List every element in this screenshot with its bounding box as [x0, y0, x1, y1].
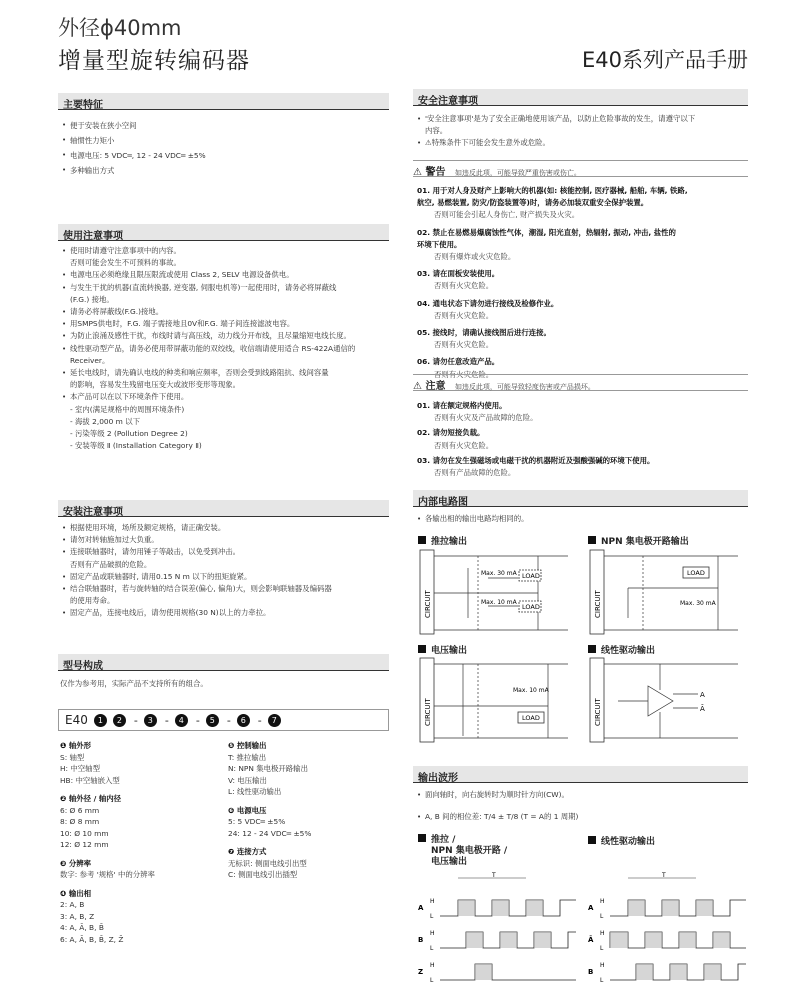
- numbered-item: [417, 298, 747, 322]
- output-abar-label: Ā: [700, 705, 705, 713]
- low-label: L: [600, 945, 604, 952]
- pulse-fill: [679, 932, 696, 948]
- code-number-badge: 2: [113, 714, 126, 727]
- usage-item: • 延长电线时，请先确认电线的种类和响应频率，否则会受到线路阻抗、线间容量: [62, 367, 392, 379]
- usage-item: • 为防止浪涌及感性干扰，布线时请与高压线，动力线分开布线，且尽量缩短电线长度。: [62, 330, 392, 342]
- code-number-badge: 1: [94, 714, 107, 727]
- high-label: H: [600, 930, 605, 937]
- code-dash: -: [164, 714, 169, 727]
- low-label: L: [600, 977, 604, 984]
- max30-label: Max. 30 mA: [481, 570, 517, 577]
- voltage-circuit-diagram: [418, 656, 576, 746]
- option-heading: ❺ 控制输出: [228, 741, 267, 750]
- waveform-notes: [417, 789, 747, 823]
- item-note: 否则有火灾危险。: [434, 369, 494, 379]
- usage-item: - 海拔 2,000 m 以下: [70, 416, 140, 426]
- waveform-title-linedriver: 线性驱动输出: [588, 834, 655, 847]
- model-prefix: E40: [65, 713, 88, 727]
- option-group: [228, 846, 388, 881]
- title-line2: 增量型旋转编码器: [58, 48, 250, 74]
- option-line: 数字: 参考 '规格' 中的分辨率: [60, 870, 155, 879]
- diagram-title-linedriver: 线性驱动输出: [588, 643, 655, 656]
- npn-circuit-diagram: [588, 548, 746, 638]
- feature-item: • 轴惯性力矩小: [62, 133, 206, 148]
- option-line: T: 推拉输出: [228, 752, 267, 762]
- usage-item: - 室内(满足规格中的周围环境条件): [70, 404, 185, 414]
- numbered-item: [417, 327, 747, 351]
- caution-label: 注意: [425, 381, 446, 392]
- option-line: 12: Ø 12 mm: [60, 840, 109, 849]
- usage-item: Receiver。: [70, 355, 110, 365]
- usage-item: - 污染等级 2 (Pollution Degree 2): [70, 429, 188, 439]
- usage-item: • 线性驱动型产品，请务必使用带屏蔽功能的双绞线，收信端请使用适合 RS-422A通信的: [62, 343, 392, 355]
- square-bullet-icon: [588, 645, 596, 653]
- code-dash: -: [226, 714, 231, 727]
- usage-item: (F.G.) 接地。: [70, 294, 114, 304]
- option-line: 8: Ø 8 mm: [60, 817, 100, 826]
- diagram-title-npn: NPN 集电极开路输出: [588, 534, 689, 547]
- model-options-left: [60, 740, 220, 952]
- item-note: 否则有火灾危险。: [434, 281, 494, 291]
- option-group: [228, 805, 388, 840]
- load-label-2: LOAD: [522, 603, 540, 611]
- option-heading: ❼ 连接方式: [228, 847, 267, 856]
- period-label: T: [662, 872, 666, 879]
- waveform-title-pushpull: [418, 834, 507, 868]
- item-heading: 环境下使用。: [417, 239, 462, 249]
- option-line: 6: Ø 6 mm: [60, 805, 100, 815]
- install-item: • 根据使用环境，场所及额定规格，请正确安装。: [62, 522, 392, 534]
- code-number-badge: 7: [268, 714, 281, 727]
- signal-label: B: [588, 968, 594, 976]
- safety-intro: [417, 113, 747, 150]
- warning-note: 如违反此项，可能导致严重伤害或伤亡。: [454, 169, 581, 177]
- item-heading: 03. 请勿在发生强磁场或电磁干扰的机器附近及强酸强碱的环境下使用。: [417, 455, 655, 465]
- pushpull-circuit-diagram: [418, 548, 576, 638]
- code-number-badge: 3: [144, 714, 157, 727]
- option-group: [60, 793, 220, 851]
- features-list: [62, 118, 206, 178]
- option-group: [60, 740, 220, 786]
- safety-intro-item: • '安全注意事项'是为了安全正确地使用该产品，以防止危险事故的发生，请遵守以下: [417, 113, 747, 125]
- usage-item: • 使用时请遵守注意事项中的内容。: [62, 245, 392, 257]
- pulse-fill: [475, 964, 492, 980]
- warning-box: [413, 160, 748, 177]
- waveform-linedriver: [588, 872, 748, 988]
- pulse-fill: [466, 932, 483, 948]
- pulse-fill: [492, 900, 509, 916]
- option-line: 4: A, Ā, B, B̄: [60, 923, 104, 932]
- option-line: 10: Ø 10 mm: [60, 828, 109, 838]
- numbered-item: [417, 400, 747, 424]
- item-note: 否则有火灾危险。: [434, 340, 494, 350]
- warning-list: [417, 185, 747, 386]
- low-label: L: [600, 913, 604, 920]
- option-line: V: 电压输出: [228, 775, 267, 785]
- output-a-label: A: [700, 691, 705, 699]
- option-line: S: 轴型: [60, 752, 85, 762]
- code-number-badge: 6: [237, 714, 250, 727]
- square-bullet-icon: [588, 836, 596, 844]
- safety-intro-item: • ⚠特殊条件下可能会发生意外或危险。: [417, 137, 747, 149]
- item-note: 否则有爆炸或火灾危险。: [434, 252, 516, 262]
- diagram-title-pushpull: 推拉输出: [418, 534, 467, 547]
- circuit-header: 内部电路图: [413, 490, 748, 507]
- square-bullet-icon: [418, 834, 426, 842]
- usage-list: [62, 245, 392, 452]
- high-label: H: [600, 962, 605, 969]
- pulse-fill: [628, 900, 645, 916]
- high-label: H: [430, 898, 435, 905]
- numbered-item: [417, 427, 747, 451]
- install-item: 否则有产品破损的危险。: [70, 559, 152, 569]
- item-note: 否则有火灾及产品故障的危险。: [434, 413, 538, 423]
- model-note: 仅作为参考用，实际产品不支持所有的组合。: [60, 679, 208, 688]
- usage-item: 否则可能会发生不可预料的事故。: [70, 258, 181, 268]
- waveform-header: 输出波形: [413, 766, 748, 783]
- install-item: 的使用寿命。: [70, 596, 115, 606]
- option-heading: ❷ 轴外径 / 轴内径: [60, 794, 122, 803]
- signal-label: Ā: [588, 936, 594, 944]
- feature-item: • 多种输出方式: [62, 163, 206, 178]
- caution-box: [413, 374, 748, 391]
- caution-icon: ⚠: [413, 381, 422, 392]
- install-list: [62, 522, 392, 620]
- features-header: 主要特征: [58, 93, 389, 110]
- option-line: N: NPN 集电极开路输出: [228, 764, 308, 773]
- option-line: 3: A, B, Z: [60, 911, 95, 921]
- option-heading: ❻ 电源电压: [228, 805, 267, 815]
- manual-title: E40系列产品手册: [582, 48, 748, 72]
- low-label: L: [430, 977, 434, 984]
- numbered-item: [417, 455, 747, 479]
- circuit-label: CIRCUIT: [424, 590, 432, 618]
- high-label: H: [600, 898, 605, 905]
- usage-item: - 安装等级 Ⅱ (Installation Category Ⅱ): [70, 441, 202, 451]
- numbered-item: [417, 227, 747, 264]
- pulse-fill: [713, 932, 730, 948]
- warning-label: 警告: [425, 167, 446, 178]
- option-line: 无标识: 侧面电线引出型: [228, 858, 307, 868]
- code-dash: -: [257, 714, 262, 727]
- pulse-fill: [645, 932, 662, 948]
- option-heading: ❹ 输出相: [60, 888, 92, 898]
- pulse-fill: [534, 932, 551, 948]
- low-label: L: [430, 945, 434, 952]
- warning-icon: ⚠: [413, 167, 422, 178]
- square-bullet-icon: [588, 536, 596, 544]
- feature-item: • 电源电压: 5 VDC═, 12 - 24 VDC═ ±5%: [62, 148, 206, 163]
- option-line: 5: 5 VDC═ ±5%: [228, 817, 286, 826]
- pulse-fill: [662, 900, 679, 916]
- option-group: [228, 740, 388, 798]
- install-item: • 固定产品，连接电线后，请勿使用规格(30 N)以上的力牵拉。: [62, 607, 392, 619]
- item-note: 否则有火灾危险。: [434, 310, 494, 320]
- code-dash: -: [133, 714, 138, 727]
- option-line: 24: 12 - 24 VDC═ ±5%: [228, 828, 312, 838]
- usage-item: • 用SMPS供电时，F.G. 端子需接地且0V和F.G. 端子间连接滤波电容。: [62, 318, 392, 330]
- option-group: [60, 858, 220, 881]
- pulse-fill: [458, 900, 475, 916]
- item-note: 否则有产品故障的危险。: [434, 468, 516, 478]
- pulse-fill: [636, 964, 653, 980]
- circuit-label: CIRCUIT: [594, 590, 602, 618]
- load-label: LOAD: [522, 714, 540, 722]
- install-item: • 请勿对转轴施加过大负重。: [62, 534, 392, 546]
- max10-label: Max. 10 mA: [481, 599, 517, 606]
- linedriver-circuit-diagram: [588, 656, 746, 746]
- feature-item: • 便于安装在狭小空间: [62, 118, 206, 133]
- item-heading: 03. 请在面板安装使用。: [417, 269, 500, 279]
- waveform-note-2: • A, B 间的相位差: T/4 ± T/8 (T = A的 1 周期): [417, 811, 747, 823]
- diagram-title-voltage: 电压输出: [418, 643, 467, 656]
- item-note: 否则可能会引起人身伤亡, 财产损失及火灾。: [434, 210, 580, 220]
- usage-header: 使用注意事项: [58, 224, 389, 241]
- pulse-fill: [610, 932, 628, 948]
- pulse-fill: [526, 900, 543, 916]
- usage-item: • 请务必将屏蔽线(F.G.)接地。: [62, 306, 392, 318]
- signal-label: A: [588, 904, 594, 912]
- signal-label: B: [418, 936, 424, 944]
- waveform-note-1: • 面向轴时，向右旋转时为顺时针方向(CW)。: [417, 789, 747, 801]
- model-options-right: [228, 740, 388, 888]
- option-line: C: 侧面电线引出插型: [228, 870, 298, 879]
- square-bullet-icon: [418, 645, 426, 653]
- item-heading: 02. 请勿短接负载。: [417, 428, 485, 438]
- item-heading: 05. 接线时，请确认接线图后进行连接。: [417, 328, 551, 338]
- pulse-fill: [670, 964, 687, 980]
- option-heading: ❶ 轴外形: [60, 741, 92, 750]
- option-line: L: 线性驱动输出: [228, 787, 282, 796]
- numbered-item: [417, 268, 747, 292]
- waveform-title-line: 电压输出: [431, 857, 468, 867]
- option-line: 2: A, B: [60, 900, 85, 909]
- max30-label: Max. 30 mA: [680, 600, 716, 607]
- item-note: 否则有火灾危险。: [434, 440, 494, 450]
- square-bullet-icon: [418, 536, 426, 544]
- numbered-item: [417, 185, 747, 222]
- install-item: • 结合联轴器时，若与旋转轴的结合误差(偏心, 偏角)大，则会影响联轴器及编码器: [62, 583, 392, 595]
- caution-note: 如违反此项，可能导致轻度伤害或产品损坏。: [454, 383, 595, 391]
- title-line1: 外径ϕ40mm: [58, 16, 182, 40]
- code-dash: -: [195, 714, 200, 727]
- option-group: [60, 888, 220, 946]
- circuit-note-list: [417, 513, 528, 525]
- low-label: L: [430, 913, 434, 920]
- model-header: 型号构成: [58, 654, 389, 671]
- load-label: LOAD: [687, 569, 705, 577]
- signal-waveform: [440, 964, 576, 980]
- pulse-fill: [696, 900, 713, 916]
- item-heading: 02. 禁止在易燃易爆腐蚀性气体，潮湿, 阳光直射，热辐射, 振动, 冲击, 盐性的: [417, 227, 676, 237]
- high-label: H: [430, 930, 435, 937]
- circuit-label: CIRCUIT: [594, 698, 602, 726]
- pulse-fill: [704, 964, 721, 980]
- signal-label: A: [418, 904, 424, 912]
- high-label: H: [430, 962, 435, 969]
- option-line: H: 中空轴型: [60, 764, 100, 773]
- install-header: 安装注意事项: [58, 500, 389, 517]
- load-label: LOAD: [522, 572, 540, 580]
- item-heading: 01. 用于对人身及财产上影响大的机器(如: 核能控制, 医疗器械, 船舶, 车辆, 铁路,: [417, 186, 688, 195]
- period-label: T: [492, 872, 496, 879]
- option-line: HB: 中空轴嵌入型: [60, 775, 120, 785]
- install-item: • 连接联轴器时，请勿用锤子等敲击，以免受到冲击。: [62, 546, 392, 558]
- option-heading: ❸ 分辨率: [60, 858, 92, 868]
- safety-intro-item: 内容。: [425, 126, 448, 136]
- usage-item: • 与发生干扰的机器(直流转换器, 逆变器, 伺服电机等)一起使用时，请务必将屏蔽线: [62, 282, 392, 294]
- item-heading: 04. 通电状态下请勿进行接线及检修作业。: [417, 298, 559, 308]
- item-heading: 01. 请在额定规格内使用。: [417, 401, 507, 410]
- usage-item: 的影响，容易发生残留电压变大或波形变形等现象。: [70, 380, 240, 390]
- safety-header: 安全注意事项: [413, 89, 748, 106]
- usage-item: • 本产品可以在以下环境条件下使用。: [62, 391, 392, 403]
- item-heading: 航空, 易燃装置, 防灾/防盗装置等)时，请务必加装双重安全保护装置。: [417, 198, 649, 208]
- circuit-note: • 各输出相的输出电路均相同的。: [417, 513, 528, 525]
- pulse-fill: [500, 932, 517, 948]
- circuit-label: CIRCUIT: [424, 698, 432, 726]
- max10-label: Max. 10 mA: [513, 687, 549, 694]
- model-code-box: [58, 709, 389, 731]
- waveform-title-line: 推拉 /: [418, 834, 507, 846]
- item-heading: 06. 请勿任意改造产品。: [417, 357, 500, 367]
- install-item: • 固定产品或联轴器时, 请用0.15 N m 以下的扭矩旋紧。: [62, 571, 392, 583]
- code-number-badge: 5: [206, 714, 219, 727]
- option-line: 6: A, Ā, B, B̄, Z, Z̄: [60, 934, 124, 944]
- waveform-title-line: NPN 集电极开路 /: [431, 846, 508, 856]
- caution-list: [417, 400, 747, 482]
- code-number-badge: 4: [175, 714, 188, 727]
- usage-item: • 电源电压必须绝缘且限压限流或使用 Class 2, SELV 电源设备供电。: [62, 269, 392, 281]
- waveform-pushpull: [418, 872, 578, 988]
- signal-label: Z: [418, 968, 424, 976]
